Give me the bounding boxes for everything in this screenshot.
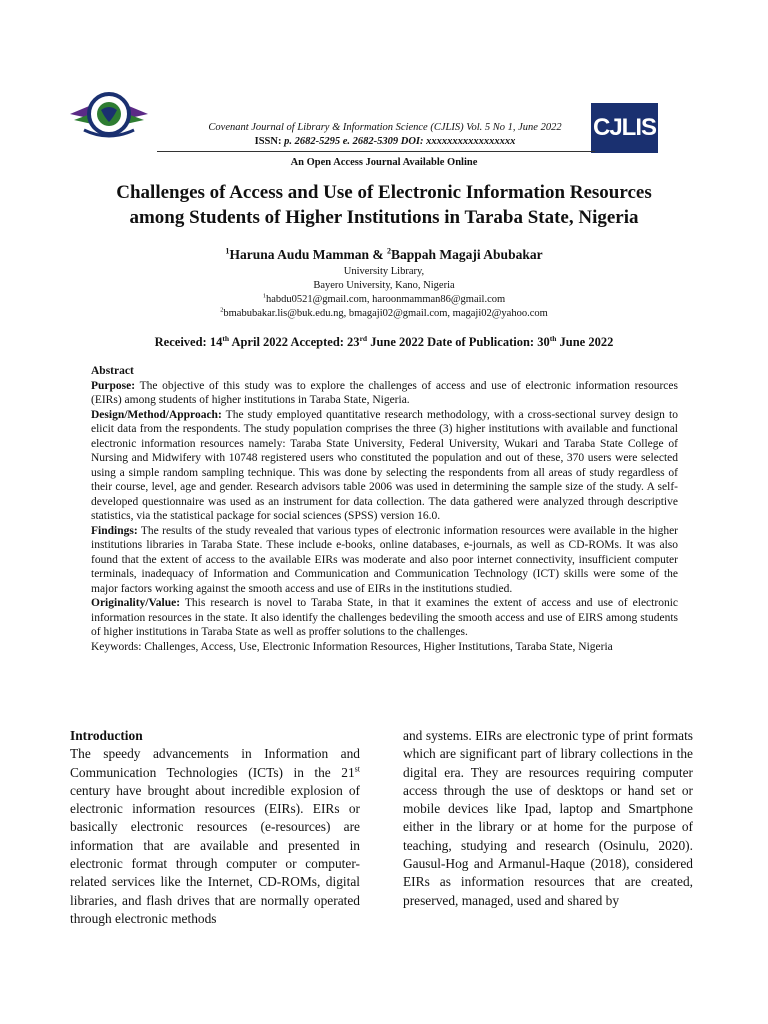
email2-sup: 2 <box>220 306 224 314</box>
open-access-notice: An Open Access Journal Available Online <box>290 157 478 168</box>
publication-text: June 2022 Date of Publication: 30 <box>367 335 550 349</box>
affiliation-1: University Library, <box>343 266 425 277</box>
abstract-keywords: Keywords: Challenges, Access, Use, Electronic Information Resources, Higher Institutions, Taraba State, Nigeria <box>91 640 613 653</box>
abstract-design <box>91 408 678 524</box>
author1-sup: 1 <box>225 246 230 256</box>
publication-date-end: June 2022 <box>556 335 614 349</box>
abstract-findings <box>91 524 678 597</box>
abstract <box>91 364 678 654</box>
intro-text-a: The speedy advancements in Information and Communication Technologies (ICTs) in the 21 <box>70 746 360 780</box>
issn-values: p. 2682-5295 e. 2682-5309 DOI: xxxxxxxxxxxxxxxxx <box>284 136 516 147</box>
publication-sup: th <box>549 333 557 343</box>
issn-line <box>170 135 600 149</box>
author-line <box>0 247 768 263</box>
email-line-2 <box>0 307 768 321</box>
abstract-originality <box>91 596 678 640</box>
abstract-heading: Abstract <box>91 365 134 377</box>
article-title <box>60 180 708 230</box>
received-sup: th <box>222 333 230 343</box>
intro-paragraph <box>70 745 360 928</box>
received-text: Received: 14 <box>154 335 223 349</box>
publication-dates <box>0 335 768 350</box>
intro-text-b: century have brought about incredible explosion of electronic information resources (EIRs). EIRs or basically electronic resources (e-resources) are information that are available and presented in electronic format through computer or computer-related services like the Internet, CD-ROMs, digital libraries, and flash drives that are normally operated through electronic methods <box>70 782 360 926</box>
purpose-label: Purpose: <box>91 379 136 392</box>
findings-text: The results of the study revealed that various types of electronic information resources were available in the higher institutions libraries in Taraba State. These include e-books, online databases, e-journals, as well as CD-ROMs. It was also found that the extent of access to the available EIRs was moderate and also poor internet connectivity, insufficient computer terminals, inadequacy of Information and Communication and Communication Technology (ICT) skills were some of the major factors working against the smooth access and use of EIRs in the institutions studied. <box>91 524 678 595</box>
university-logo <box>64 84 154 144</box>
cjlis-logo-text: CJLIS <box>592 114 656 141</box>
intro-sup: st <box>354 764 360 774</box>
author2-name: Bappah Magaji Abubakar <box>391 247 543 262</box>
author1-name: Haruna Audu Mamman & <box>229 247 387 262</box>
author2-sup: 2 <box>386 246 392 256</box>
purpose-text: The objective of this study was to explore the challenges of access and use of electronic information resources (EIRs) among students of higher institutions in Taraba State, Nigeria. <box>91 379 678 406</box>
accepted-sup: rd <box>359 333 368 343</box>
abstract-purpose <box>91 379 678 408</box>
originality-label: Originality/Value: <box>91 597 181 609</box>
header-divider <box>157 151 595 152</box>
accepted-text: April 2022 Accepted: 23 <box>229 335 360 349</box>
issn-label: ISSN: <box>254 136 282 147</box>
email-line-1 <box>0 293 768 307</box>
body-column-left <box>70 727 360 928</box>
design-label: Design/Method/Approach: <box>91 408 222 421</box>
title-line-2: among Students of Higher Institutions in Taraba State, Nigeria <box>129 207 639 228</box>
title-line-1: Challenges of Access and Use of Electronic Information Resources <box>116 182 652 203</box>
right-column-paragraph: and systems. EIRs are electronic type of print formats which are significant part of library collections in the digital era. They are resources requiring computer access through the use of desktops or hand set or mobile devices like Ipad, laptop and Smartphone either in the library or at home for the purpose of teaching, studying and research (Osinulu, 2020). Gausul-Hog and Armanul-Haque (2018), considered EIRs as information resources that are created, preserved, managed, used and shared by <box>403 728 693 908</box>
findings-label: Findings: <box>91 524 138 537</box>
originality-text: This research is novel to Taraba State, in that it examines the extent of access and use of electronic information resources in the state. It also identify the challenges bedeviling the smooth access and use of EIRS among students of higher institutions in Taraba State as well as proffer solutions to the challenges. <box>91 597 678 638</box>
cjlis-logo <box>591 103 658 153</box>
email1-sup: 1 <box>262 292 266 300</box>
body-column-right <box>403 727 693 910</box>
journal-citation: Covenant Journal of Library & Information Science (CJLIS) Vol. 5 No 1, June 2022 <box>208 122 562 133</box>
affiliation-2: Bayero University, Kano, Nigeria <box>313 280 455 291</box>
section-heading-introduction: Introduction <box>70 728 143 743</box>
email1-text: habdu0521@gmail.com, haroonmamman86@gmail.com <box>265 294 506 305</box>
design-text: The study employed quantitative research methodology, with a cross-sectional survey design to elicit data from the respondents. The study population comprises the three (3) higher institutions with available and functional electronic information resources namely: Taraba State University, Federal University, Wukari and Taraba State College of Nursing and Midwifery with 10748 registered users who constituted the population and out of these, 370 users were selected using a simple random sampling technique. This was done by selecting the respondents from all areas of study regardless of their course, level, age and gender. Research advisors table 2006 was used in determining the sample size of the study. A self-developed questionnaire was used as an instrument for data collection. The data gathered were analyzed through descriptive statistics, via the statistical package for social sciences (SPSS) version 16.0. <box>91 408 678 522</box>
email2-text: bmabubakar.lis@buk.edu.ng, bmagaji02@gmail.com, magaji02@yahoo.com <box>223 308 548 319</box>
